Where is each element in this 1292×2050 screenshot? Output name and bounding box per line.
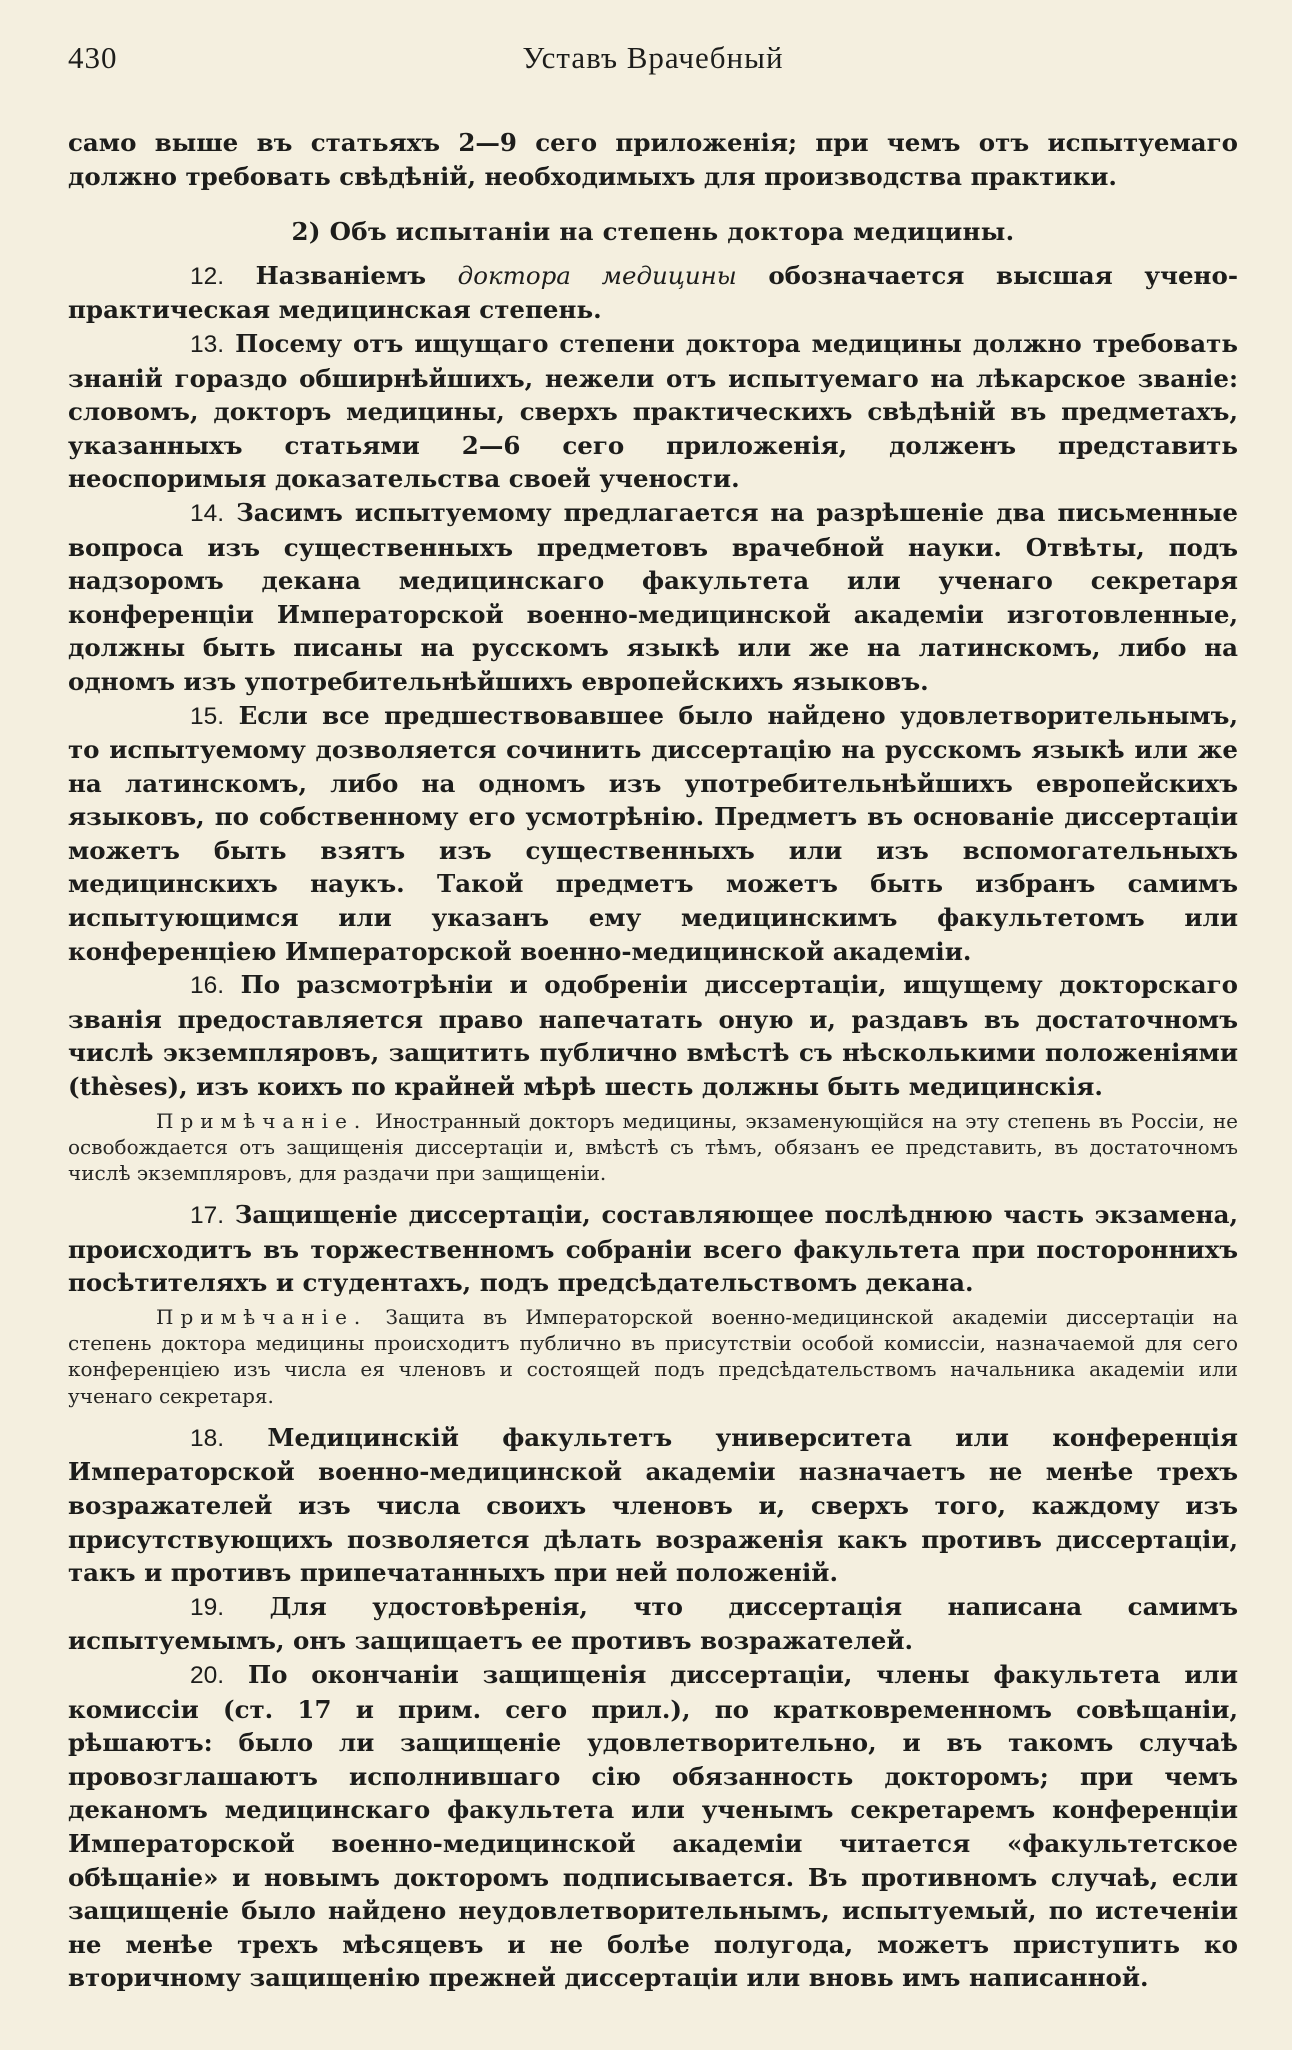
page-number: 430	[68, 40, 118, 75]
note-label: Примѣчаніе.	[156, 1305, 368, 1330]
article-number: 17.	[190, 1202, 225, 1230]
article-16-note	[68, 1108, 1238, 1187]
article-18	[68, 1421, 1238, 1590]
article-14	[68, 496, 1238, 699]
article-text: Засимъ испытуемому предлагается на разрѣшеніе два письменные вопроса изъ существенныхъ предметовъ врачебной науки. Отвѣты, подъ надзоромъ декана медицинскаго факультета или ученаго секретаря конференціи Императорской военно-медицинской академіи изготовленные, должны быть писаны на русскомъ языкѣ или же на латинскомъ, либо на одномъ изъ употребительнѣйшихъ европейскихъ языковъ.	[68, 497, 1239, 696]
article-text: По окончаніи защищенія диссертаціи, члены факультета или комиссіи (ст. 17 и прим. сего прил.), по кратковременномъ совѣщаніи, рѣшаютъ: было ли защищеніе удовлетворительно, и въ такомъ случаѣ провозглашаютъ исполнившаго сію обязанность докторомъ; при чемъ деканомъ медицинскаго факультета или ученымъ секретаремъ конференціи Императорской военно-медицинской академіи читается «факультетское обѣщаніе» и новымъ докторомъ подписывается. Въ противномъ случаѣ, если защищеніе было найдено неудовлетворительнымъ, испытуемый, по истеченіи не менѣе трехъ мѣсяцевъ и не болѣе полугода, можетъ приступить ко вторичному защищенію прежней диссертаціи или вновь имъ написанной.	[68, 1659, 1238, 1993]
article-text: Названіемъ	[255, 260, 458, 290]
article-text: По разсмотрѣніи и одобреніи диссертаціи, ищущему докторскаго званія предоставляется право напечатать оную и, раздавъ въ достаточномъ числѣ экземпляровъ, защитить публично вмѣстѣ съ нѣсколькими положеніями (thèses), изъ коихъ по крайней мѣрѣ шесть должны быть медицинскія.	[68, 970, 1239, 1102]
article-number: 13.	[190, 330, 225, 358]
article-text: Медицинскій факультетъ университета или конференція Императорской военно-медицинской академіи назначаетъ не менѣе трехъ возражателей изъ числа своихъ членовъ и, сверхъ того, каждому изъ присутствующихъ позволяется дѣлать возраженія какъ противъ диссертаціи, такъ и противъ припечатанныхъ при ней положеній.	[68, 1422, 1239, 1588]
article-17-note	[68, 1304, 1238, 1409]
note-text: Защита въ Императорской военно-медицинской академіи диссертаціи на степень доктора медицины происходитъ публично въ присутствіи особой комиссіи, назначаемой для сего конференціею изъ числа ея членовъ и состоящей подъ предсѣдательствомъ начальника академіи или ученаго секретаря.	[68, 1305, 1238, 1408]
note-text: Иностранный докторъ медицины, экзаменующійся на эту степень въ Россіи, не освобождается отъ защищенія диссертаціи и, вмѣстѣ съ тѣмъ, обязанъ ее представить, въ достаточномъ числѣ экземпляровъ, для раздачи при защищеніи.	[68, 1108, 1238, 1186]
article-text: Посему отъ ищущаго степени доктора медицины должно требовать знаній гораздо обширнѣйшихъ, нежели отъ испытуемаго на лѣкарское званіе: словомъ, докторъ медицины, сверхъ практическихъ свѣдѣній въ предметахъ, указанныхъ статьями 2—6 сего приложенія, долженъ представить неоспоримыя доказательства своей учености.	[68, 328, 1238, 494]
article-text: обозначается высшая учено-практическая медицинская степень.	[68, 260, 1238, 325]
article-number: 15.	[190, 702, 225, 730]
article-12	[68, 259, 1238, 327]
article-number: 14.	[190, 499, 225, 527]
article-text: Защищеніе диссертаціи, составляющее послѣднюю часть экзамена, происходитъ въ торжественномъ собраніи всего факультета при постороннихъ посѣтителяхъ и студентахъ, подъ предсѣдательствомъ декана.	[68, 1200, 1239, 1298]
article-19	[68, 1590, 1238, 1658]
article-text: Для удостовѣренія, что диссертація написана самимъ испытуемымъ, онъ защищаетъ ее противъ возражателей.	[68, 1591, 1239, 1656]
article-number: 19.	[190, 1593, 225, 1621]
article-text: Если все предшествовавшее было найдено удовлетворительнымъ, то испытуемому дозволяется сочинить диссертацію на русскомъ языкѣ или же на латинскомъ, либо на одномъ изъ употребительнѣйшихъ европейскихъ языковъ, по собственному его усмотрѣнію. Предметъ въ основаніе диссертаціи можетъ быть взятъ изъ существенныхъ или изъ вспомогательныхъ медицинскихъ наукъ. Такой предметъ можетъ быть избранъ самимъ испытующимся или указанъ ему медицинскимъ факультетомъ или конференціею Императорской военно-медицинской академіи.	[68, 700, 1239, 966]
article-number: 16.	[190, 972, 225, 1000]
article-number: 20.	[190, 1661, 225, 1689]
article-16	[68, 968, 1238, 1103]
article-number: 18.	[190, 1424, 225, 1452]
article-13	[68, 327, 1238, 496]
article-15	[68, 699, 1238, 969]
document-body	[68, 126, 1238, 1995]
defined-term: доктора медицины	[457, 260, 737, 290]
running-title: Уставъ Врачебный	[522, 40, 784, 75]
article-17	[68, 1198, 1238, 1300]
section-heading: 2) Объ испытаніи на степень доктора медицины.	[291, 217, 1015, 247]
intro-paragraph: само выше въ статьяхъ 2—9 сего приложенія; при чемъ отъ испытуемаго должно требовать свѣдѣній, необходимыхъ для производства практики.	[68, 128, 1238, 191]
note-label: Примѣчаніе.	[156, 1108, 368, 1133]
article-20	[68, 1658, 1238, 1995]
article-number: 12.	[190, 262, 225, 290]
page-header	[68, 38, 1238, 82]
